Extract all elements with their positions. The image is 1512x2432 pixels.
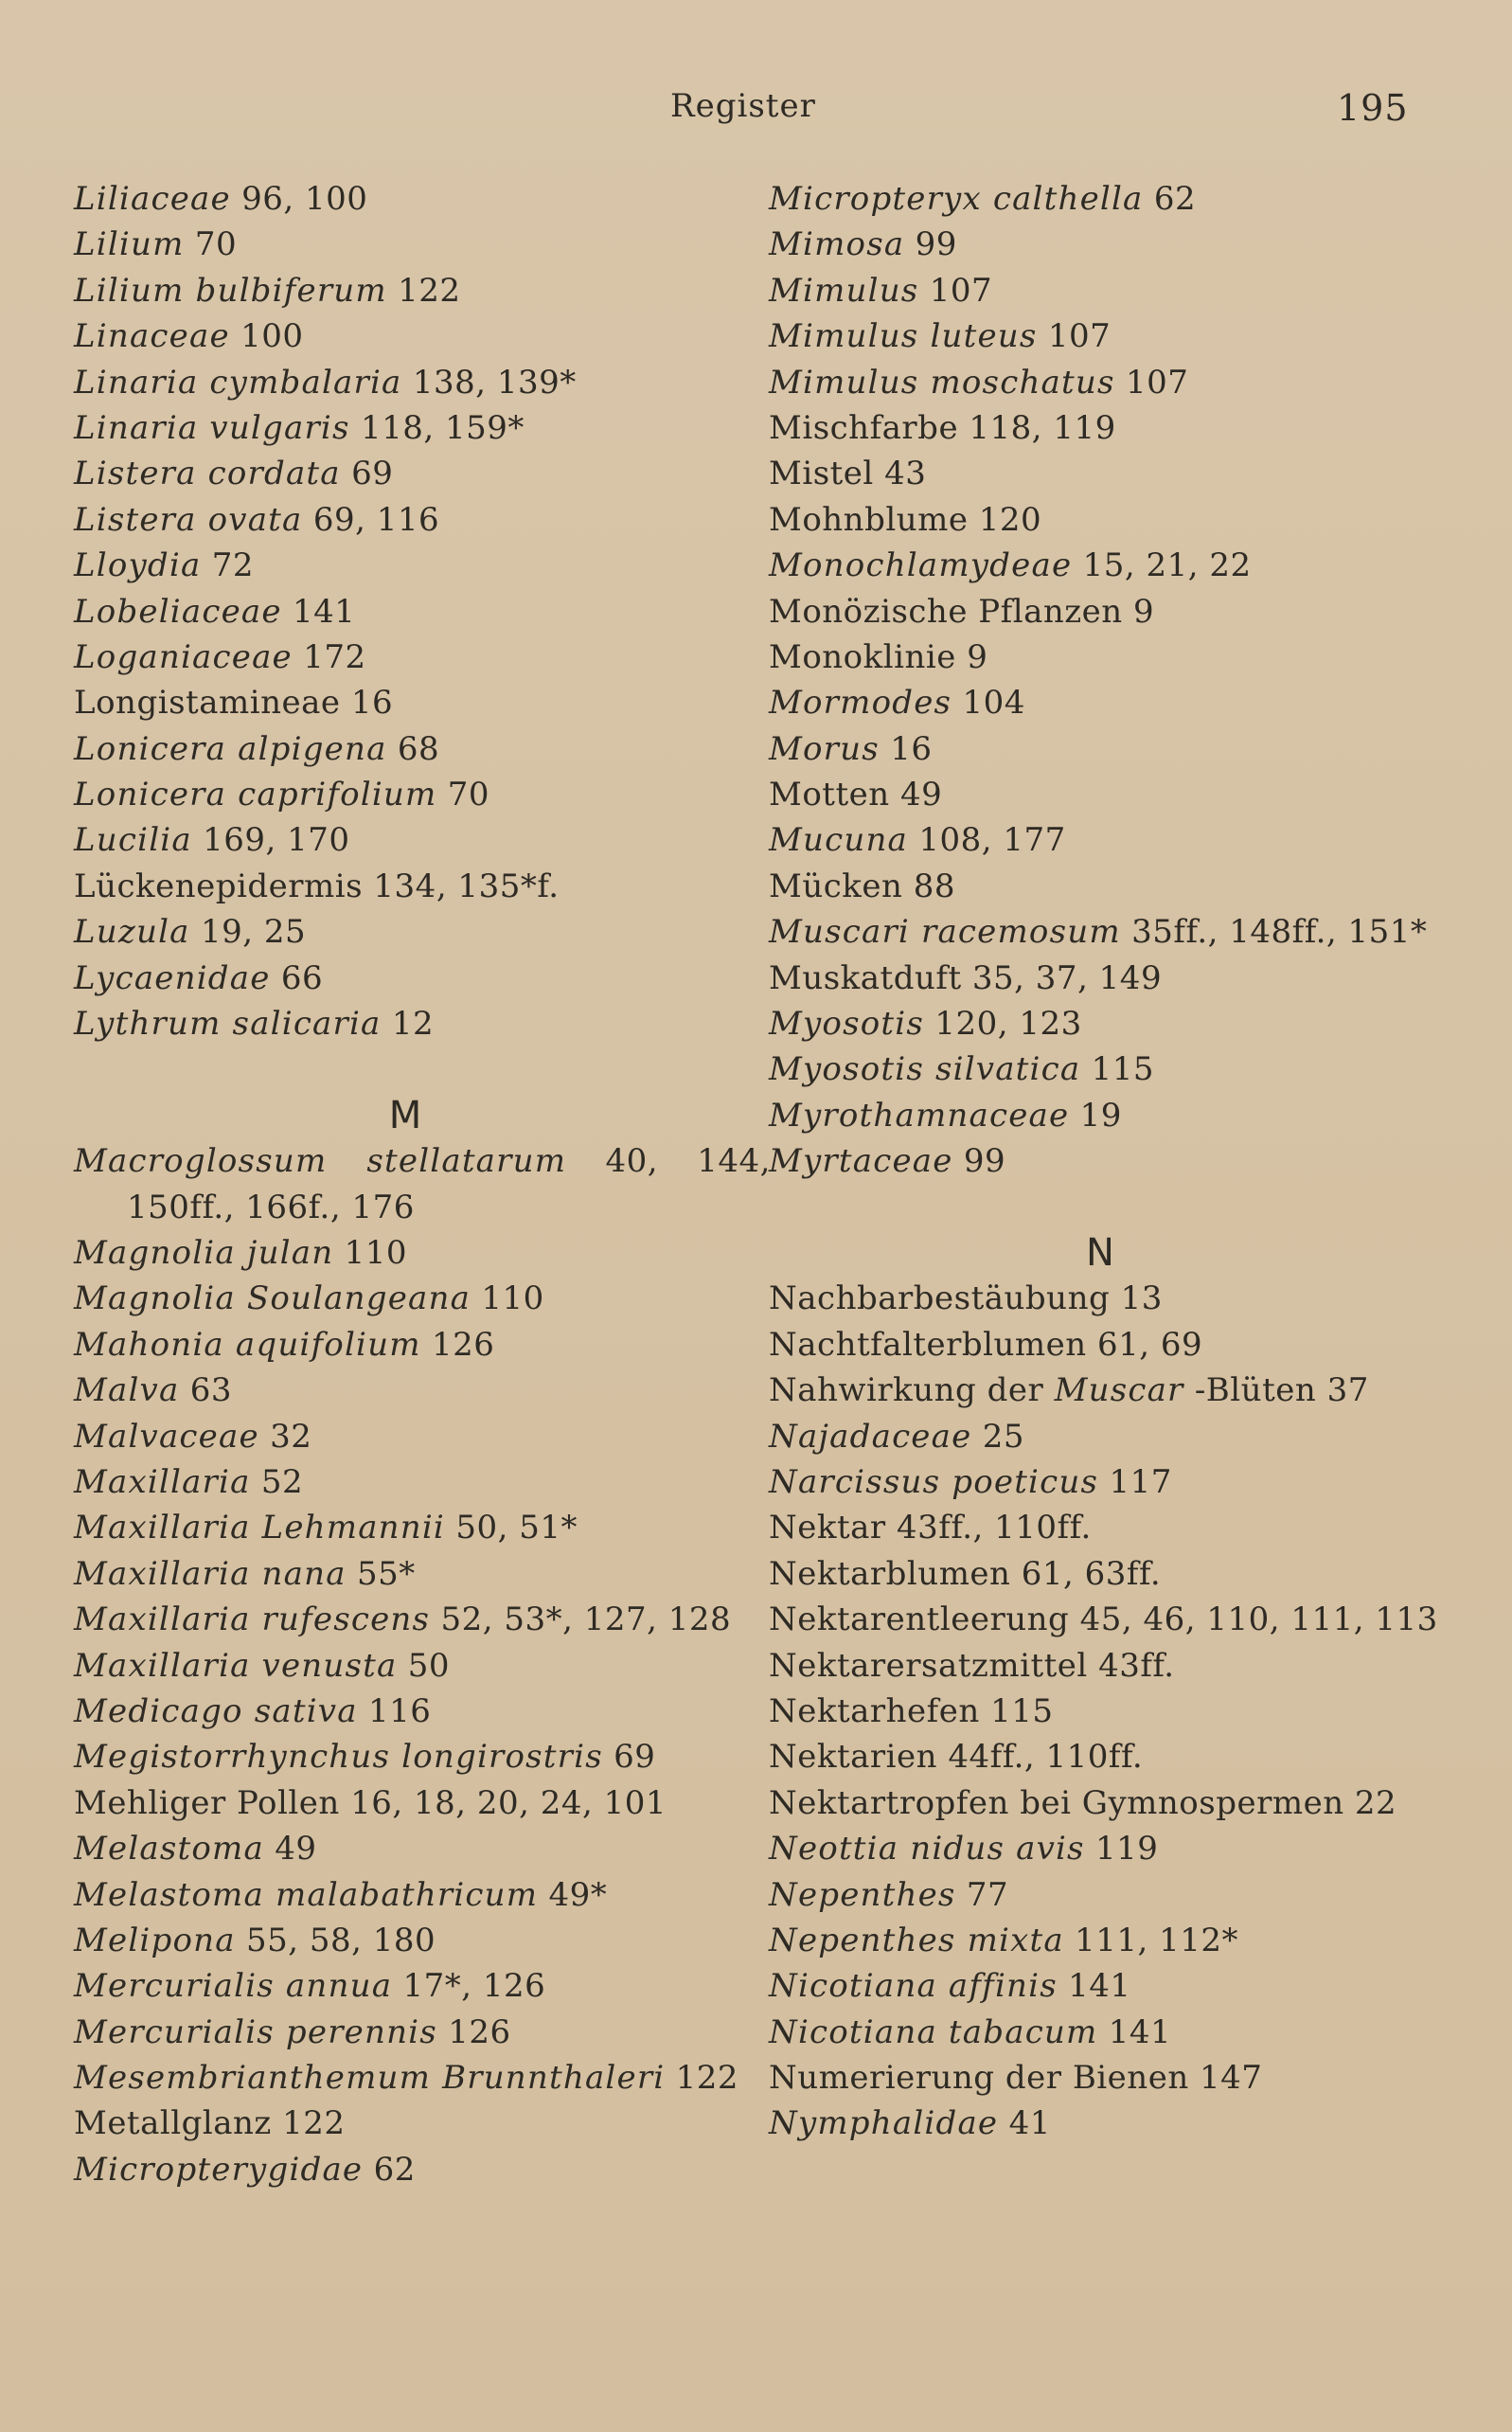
index-entry xyxy=(74,1322,737,1368)
entry-term: Melipona xyxy=(74,1921,236,1959)
index-list-l xyxy=(74,176,737,1046)
index-entry xyxy=(769,1918,1432,1963)
index-list-m xyxy=(74,1138,771,2192)
entry-page-refs: 63 xyxy=(189,1371,233,1410)
entry-page-refs: 66 xyxy=(280,958,324,997)
index-entry xyxy=(769,1826,1432,1871)
index-entry xyxy=(769,909,1466,955)
entry-term: Monözische Pflanzen xyxy=(769,592,1123,631)
entry-term: Mimulus xyxy=(769,271,919,310)
section-letter-m: M xyxy=(388,1093,422,1137)
entry-term: Nepenthes mixta xyxy=(769,1921,1064,1959)
entry-term: Metallglanz xyxy=(74,2104,272,2143)
entry-term: Magnolia julan xyxy=(74,1234,334,1273)
entry-term: Mucuna xyxy=(769,821,909,860)
entry-page-refs: 52, 53*, 127, 128 xyxy=(440,1600,732,1639)
entry-term: Loganiaceae xyxy=(74,637,293,676)
index-list-m-cont xyxy=(769,176,1432,1185)
entry-term: Mercurialis perennis xyxy=(74,2012,437,2051)
entry-page-refs: 117 xyxy=(1109,1462,1172,1501)
entry-page-refs: 141 xyxy=(1108,2012,1172,2051)
entry-page-refs: 45, 46, 110, 111, 113 xyxy=(1079,1600,1438,1639)
entry-page-refs: 50, 51* xyxy=(455,1509,578,1547)
entry-term: Maxillaria rufescens xyxy=(74,1600,431,1639)
index-entry xyxy=(74,1551,737,1597)
page-number: 195 xyxy=(1337,87,1409,129)
index-entry xyxy=(769,589,1432,635)
entry-page-refs: 134, 135*f. xyxy=(373,867,560,905)
entry-page-refs: 9 xyxy=(1133,592,1155,631)
entry-term: Lucilia xyxy=(74,821,192,860)
entry-page-refs: 100 xyxy=(240,317,304,356)
index-entry xyxy=(74,1780,737,1826)
index-entry xyxy=(74,360,737,405)
entry-term: Macroglossum stellatarum xyxy=(74,1142,567,1181)
entry-term: Linaceae xyxy=(74,317,230,356)
index-entry xyxy=(769,1276,1432,1321)
index-entry xyxy=(769,1001,1432,1046)
entry-page-refs: 68 xyxy=(397,729,440,768)
entry-page-refs: 99 xyxy=(915,225,957,264)
entry-term: Monochlamydeae xyxy=(769,546,1073,585)
entry-term-suffix: -Blüten xyxy=(1183,1371,1317,1410)
index-entry xyxy=(74,909,737,955)
entry-term: Nektar xyxy=(769,1509,886,1547)
entry-page-refs: 22 xyxy=(1354,1783,1397,1822)
entry-page-refs: 16 xyxy=(890,729,933,768)
index-entry xyxy=(769,1643,1432,1689)
index-entry xyxy=(74,956,737,1001)
entry-page-refs: 96, 100 xyxy=(241,180,368,218)
index-entry xyxy=(74,2147,737,2192)
index-entry xyxy=(74,1643,737,1689)
entry-term: Nachtfalterblumen xyxy=(769,1325,1087,1364)
index-entry xyxy=(769,1689,1432,1734)
entry-term: Nektarhefen xyxy=(769,1691,980,1730)
entry-term: Mormodes xyxy=(769,684,952,723)
entry-page-refs: 35ff., 148ff., 151* xyxy=(1131,913,1428,952)
index-entry xyxy=(769,1414,1432,1459)
index-entry xyxy=(769,1046,1432,1092)
index-entry xyxy=(769,222,1432,267)
entry-term: Lycaenidae xyxy=(74,958,271,997)
entry-page-refs: 49 xyxy=(275,1830,317,1869)
entry-term: Numerierung der Bienen xyxy=(769,2059,1189,2098)
index-entry xyxy=(769,1505,1432,1550)
entry-term: Nektarblumen xyxy=(769,1554,1011,1593)
entry-page-refs: 116 xyxy=(367,1691,432,1730)
index-entry xyxy=(769,864,1432,909)
entry-term: Nymphalidae xyxy=(769,2104,999,2143)
index-entry xyxy=(769,956,1432,1001)
index-entry xyxy=(769,1138,1432,1184)
entry-term: Mücken xyxy=(769,867,903,905)
entry-page-refs: 69 xyxy=(351,455,394,493)
index-entry xyxy=(769,1322,1432,1368)
entry-page-refs: 55, 58, 180 xyxy=(246,1921,436,1959)
entry-page-refs: 108, 177 xyxy=(918,821,1066,860)
running-title: Register xyxy=(670,87,816,125)
index-entry xyxy=(769,680,1432,725)
entry-page-refs: 138, 139* xyxy=(412,363,577,402)
index-entry xyxy=(74,772,737,817)
entry-page-refs: 172 xyxy=(303,637,366,676)
index-entry xyxy=(769,1368,1432,1413)
index-entry xyxy=(74,1597,771,1642)
entry-term: Lonicera alpigena xyxy=(74,729,387,768)
entry-term: Nicotiana affinis xyxy=(769,1967,1058,2006)
entry-term: Magnolia Soulangeana xyxy=(74,1279,471,1318)
index-entry xyxy=(74,497,737,543)
entry-term: Mischfarbe xyxy=(769,408,959,447)
entry-term: Nicotiana tabacum xyxy=(769,2012,1098,2051)
entry-term: Maxillaria nana xyxy=(74,1554,347,1593)
entry-page-refs: 40, 144, 150ff., 166f., 176 xyxy=(127,1142,771,1226)
entry-term: Mercurialis annua xyxy=(74,1967,393,2006)
index-entry xyxy=(769,772,1432,817)
entry-page-refs: 104 xyxy=(962,684,1025,723)
entry-page-refs: 126 xyxy=(448,2012,511,2051)
index-entry xyxy=(74,1826,737,1871)
entry-page-refs: 44ff., 110ff. xyxy=(948,1738,1144,1777)
index-entry xyxy=(74,1459,737,1505)
index-entry xyxy=(74,2055,737,2101)
entry-page-refs: 70 xyxy=(194,225,238,264)
index-entry xyxy=(769,2101,1432,2146)
index-entry xyxy=(74,313,737,359)
index-entry xyxy=(769,1872,1432,1918)
entry-term: Neottia nidus avis xyxy=(769,1830,1085,1869)
entry-page-refs: 43ff., 110ff. xyxy=(896,1509,1092,1547)
running-head xyxy=(0,87,1512,133)
entry-page-refs: 69, 116 xyxy=(312,500,440,539)
entry-term: Mehliger Pollen xyxy=(74,1783,340,1822)
entry-term: Nektarentleerung xyxy=(769,1600,1070,1639)
entry-term: Liliaceae xyxy=(74,180,231,218)
index-entry xyxy=(74,176,737,222)
entry-page-refs: 61, 63ff. xyxy=(1021,1554,1162,1593)
entry-page-refs: 115 xyxy=(990,1691,1054,1730)
entry-term: Melastoma malabathricum xyxy=(74,1875,539,1914)
index-entry xyxy=(74,1918,737,1963)
entry-term: Mimulus luteus xyxy=(769,317,1038,356)
index-entry xyxy=(769,1459,1432,1505)
entry-page-refs: 15, 21, 22 xyxy=(1082,546,1252,585)
index-entry xyxy=(769,1780,1466,1826)
entry-page-refs: 120, 123 xyxy=(934,1005,1082,1044)
entry-term: Motten xyxy=(769,776,890,814)
index-entry xyxy=(769,2010,1432,2055)
entry-term: Najadaceae xyxy=(769,1417,972,1456)
index-entry xyxy=(74,2010,737,2055)
entry-page-refs: 43 xyxy=(884,455,927,493)
entry-term: Maxillaria Lehmannii xyxy=(74,1509,446,1547)
entry-page-refs: 17*, 126 xyxy=(402,1967,546,2006)
index-entry xyxy=(769,1734,1432,1779)
index-entry xyxy=(769,1963,1432,2009)
entry-page-refs: 169, 170 xyxy=(203,821,350,860)
entry-term: Maxillaria xyxy=(74,1462,251,1501)
entry-term: Listera cordata xyxy=(74,455,341,493)
index-entry xyxy=(74,1734,737,1779)
entry-term: Lythrum salicaria xyxy=(74,1005,382,1044)
index-entry xyxy=(74,589,737,635)
entry-term: Myosotis xyxy=(769,1005,924,1044)
entry-term: Muskatduft xyxy=(769,958,962,997)
section-gap xyxy=(74,1046,737,1092)
index-entry xyxy=(74,1001,737,1046)
index-entry xyxy=(74,1963,737,2009)
entry-page-refs: 16, 18, 20, 24, 101 xyxy=(350,1783,667,1822)
index-entry xyxy=(74,864,737,909)
index-entry xyxy=(74,726,737,772)
entry-term-prefix: Nahwirkung der xyxy=(769,1371,1044,1410)
index-entry xyxy=(769,176,1432,222)
entry-term: Monoklinie xyxy=(769,637,956,676)
entry-page-refs: 41 xyxy=(1008,2104,1051,2143)
entry-term: Medicago sativa xyxy=(74,1691,358,1730)
entry-page-refs: 61, 69 xyxy=(1097,1325,1203,1364)
entry-term: Maxillaria venusta xyxy=(74,1646,398,1685)
entry-page-refs: 107 xyxy=(1047,317,1112,356)
entry-page-refs: 115 xyxy=(1091,1050,1155,1089)
entry-page-refs: 88 xyxy=(913,867,955,905)
entry-term: Nachbarbestäubung xyxy=(769,1279,1111,1318)
entry-term: Luzula xyxy=(74,913,190,952)
index-entry xyxy=(769,1093,1432,1138)
index-entry xyxy=(74,817,737,863)
entry-page-refs: 70 xyxy=(447,776,490,814)
index-entry xyxy=(74,268,737,313)
entry-page-refs: 147 xyxy=(1200,2059,1263,2098)
entry-term: Lilium bulbiferum xyxy=(74,271,387,310)
index-entry xyxy=(769,313,1432,359)
entry-term: Mistel xyxy=(769,455,874,493)
entry-term: Morus xyxy=(769,729,880,768)
entry-page-refs: 19, 25 xyxy=(200,913,307,952)
entry-page-refs: 110 xyxy=(344,1234,408,1273)
index-entry xyxy=(769,726,1432,772)
entry-term: Mahonia aquifolium xyxy=(74,1325,421,1364)
index-entry xyxy=(769,405,1432,451)
entry-page-refs: 25 xyxy=(982,1417,1025,1456)
entry-page-refs: 49* xyxy=(548,1875,608,1914)
entry-page-refs: 122 xyxy=(398,271,461,310)
index-entry xyxy=(74,451,737,496)
entry-page-refs: 99 xyxy=(963,1142,1006,1181)
entry-term: Nektarien xyxy=(769,1738,938,1777)
entry-page-refs: 126 xyxy=(431,1325,495,1364)
entry-page-refs: 52 xyxy=(260,1462,304,1501)
index-entry xyxy=(74,635,737,680)
entry-term: Nepenthes xyxy=(769,1875,956,1914)
index-entry xyxy=(769,817,1432,863)
entry-term: Muscar xyxy=(1054,1371,1184,1410)
index-entry xyxy=(74,222,737,267)
entry-term: Longistamineae xyxy=(74,684,341,723)
entry-term: Mimosa xyxy=(769,225,905,264)
entry-page-refs: 43ff. xyxy=(1098,1646,1175,1685)
entry-term: Lloydia xyxy=(74,546,202,585)
section-gap xyxy=(769,1185,1432,1230)
entry-term: Narcissus poeticus xyxy=(769,1462,1099,1501)
entry-page-refs: 50 xyxy=(407,1646,451,1685)
index-entry xyxy=(74,405,737,451)
index-entry xyxy=(769,543,1432,588)
entry-page-refs: 110 xyxy=(481,1279,544,1318)
entry-term: Lonicera caprifolium xyxy=(74,776,437,814)
entry-page-refs: 49 xyxy=(899,776,943,814)
entry-page-refs: 19 xyxy=(1079,1096,1122,1135)
entry-page-refs: 9 xyxy=(967,637,988,676)
index-entry xyxy=(74,1872,737,1918)
entry-page-refs: 55* xyxy=(357,1554,416,1593)
index-entry xyxy=(74,2101,737,2146)
entry-term: Malva xyxy=(74,1371,180,1410)
entry-term: Listera ovata xyxy=(74,500,303,539)
entry-term: Micropterygidae xyxy=(74,2150,364,2189)
entry-term: Myrothamnaceae xyxy=(769,1096,1070,1135)
entry-page-refs: 107 xyxy=(1125,363,1189,402)
index-entry xyxy=(74,543,737,588)
index-entry xyxy=(74,1368,737,1413)
entry-page-refs: 37 xyxy=(1326,1371,1369,1410)
entry-page-refs: 62 xyxy=(1153,180,1197,218)
entry-term: Megistorrhynchus longirostris xyxy=(74,1738,603,1777)
entry-term: Myrtaceae xyxy=(769,1142,953,1181)
index-entry xyxy=(74,1230,737,1276)
entry-page-refs: 35, 37, 149 xyxy=(971,958,1163,997)
entry-page-refs: 141 xyxy=(293,592,356,631)
left-column xyxy=(74,176,771,2192)
entry-term: Linaria cymbalaria xyxy=(74,363,402,402)
entry-page-refs: 69 xyxy=(614,1738,656,1777)
entry-page-refs: 62 xyxy=(373,2150,416,2189)
entry-page-refs: 120 xyxy=(978,500,1042,539)
entry-page-refs: 118, 119 xyxy=(969,408,1116,447)
index-entry xyxy=(769,1597,1466,1642)
index-entry xyxy=(74,1138,771,1230)
entry-term: Melastoma xyxy=(74,1830,264,1869)
entry-term: Linaria vulgaris xyxy=(74,408,350,447)
entry-term: Myosotis silvatica xyxy=(769,1050,1081,1089)
entry-term: Malvaceae xyxy=(74,1417,259,1456)
index-entry xyxy=(769,497,1432,543)
entry-page-refs: 32 xyxy=(270,1417,312,1456)
index-entry xyxy=(74,1414,737,1459)
entry-term: Muscari racemosum xyxy=(769,913,1121,952)
index-entry xyxy=(769,451,1432,496)
entry-page-refs: 118, 159* xyxy=(360,408,525,447)
entry-term: Micropteryx calthella xyxy=(769,180,1144,218)
index-entry xyxy=(769,268,1432,313)
entry-term: Mesembrianthemum Brunnthaleri xyxy=(74,2059,666,2098)
entry-page-refs: 13 xyxy=(1120,1279,1163,1318)
entry-term: Nektartropfen bei Gymnospermen xyxy=(769,1783,1344,1822)
entry-page-refs: 122 xyxy=(675,2059,739,2098)
index-entry xyxy=(769,635,1432,680)
index-entry xyxy=(74,1276,737,1321)
entry-term: Lückenepidermis xyxy=(74,867,364,905)
index-list-n xyxy=(769,1276,1438,2146)
entry-page-refs: 77 xyxy=(966,1875,1009,1914)
entry-term: Lilium xyxy=(74,225,185,264)
index-entry xyxy=(74,1689,737,1734)
entry-page-refs: 16 xyxy=(350,684,394,723)
index-entry xyxy=(769,2055,1432,2101)
entry-term: Mimulus moschatus xyxy=(769,363,1115,402)
entry-term: Lobeliaceae xyxy=(74,592,282,631)
section-letter-n: N xyxy=(1086,1231,1114,1275)
index-entry xyxy=(74,680,737,725)
entry-page-refs: 122 xyxy=(282,2104,346,2143)
entry-term: Mohnblume xyxy=(769,500,969,539)
index-entry xyxy=(74,1505,737,1550)
entry-term: Nektarersatzmittel xyxy=(769,1646,1088,1685)
entry-page-refs: 119 xyxy=(1095,1830,1159,1869)
entry-page-refs: 141 xyxy=(1068,1967,1131,2006)
index-entry xyxy=(769,1551,1432,1597)
entry-page-refs: 107 xyxy=(929,271,993,310)
right-column xyxy=(769,176,1438,2147)
entry-page-refs: 12 xyxy=(391,1005,435,1044)
entry-page-refs: 72 xyxy=(211,546,255,585)
index-entry xyxy=(769,360,1432,405)
entry-page-refs: 111, 112* xyxy=(1075,1921,1239,1959)
